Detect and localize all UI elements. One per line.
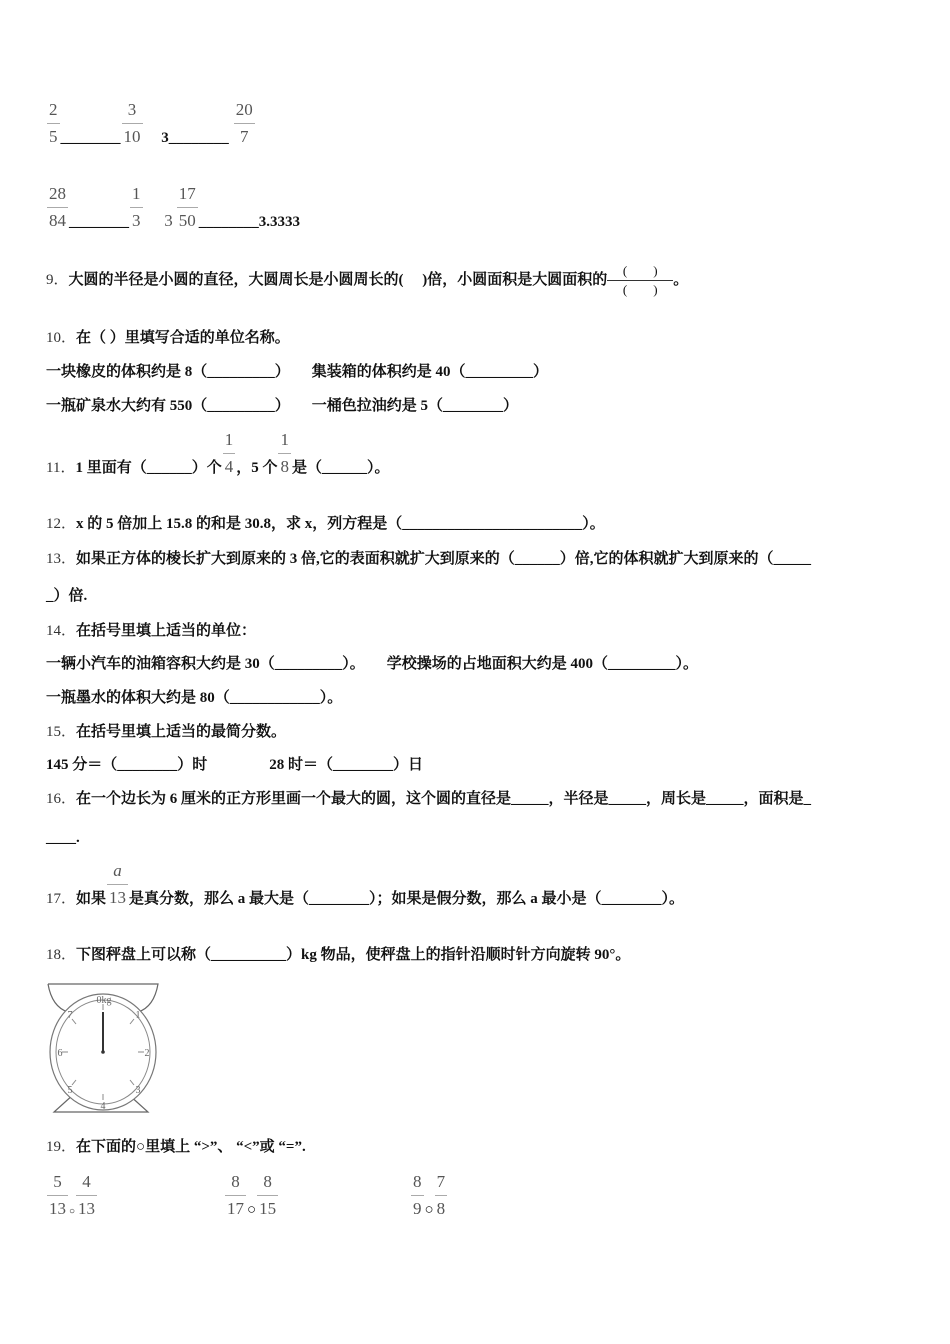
question-text: x 的 5 倍加上 15.8 的和是 30.8，求 x，列方程是（________________________）。 [76, 516, 605, 532]
fraction [107, 861, 128, 907]
dial-number: 6 [57, 1048, 63, 1059]
denominator: 8 [280, 457, 289, 476]
question-16 [46, 789, 811, 809]
question-text: 是（______）。 [291, 460, 390, 476]
fraction-bar [177, 207, 198, 208]
comparison-2 [224, 1172, 279, 1220]
question-13 [46, 549, 811, 569]
numerator: a [113, 861, 122, 880]
question-18 [46, 945, 630, 965]
item-text: 28 时＝（________）日 [269, 757, 424, 773]
numerator: 1 [224, 430, 234, 449]
fraction [76, 1172, 97, 1218]
dial-number: 3 [135, 1085, 141, 1096]
numerator: 1 [280, 430, 289, 449]
question-12 [46, 514, 605, 534]
question-text: 如果 [76, 891, 107, 907]
dial-number: 5 [67, 1085, 73, 1096]
compare-circle[interactable]: ○ [424, 1202, 434, 1218]
answer-blank[interactable]: ________ [198, 214, 259, 230]
fraction [223, 430, 236, 476]
fraction-bar [411, 1195, 424, 1196]
numerator: 7 [436, 1172, 446, 1191]
question-text: 在（ ）里填写合适的单位名称。 [76, 330, 290, 346]
question-number: 19． [46, 1139, 77, 1155]
item-text: 学校操场的占地面积大约是 400（_________）。 [386, 656, 699, 672]
fraction [47, 1172, 68, 1218]
question-19 [46, 1137, 306, 1157]
fraction-bar [47, 207, 68, 208]
denominator: 4 [224, 457, 234, 476]
denominator: 8 [436, 1199, 446, 1218]
question-number: 10． [46, 330, 77, 346]
numerator: 8 [231, 1172, 240, 1191]
q10-line2 [46, 396, 518, 416]
fraction [130, 184, 143, 230]
denominator: 3 [132, 211, 141, 230]
denominator: 13 [109, 888, 127, 907]
answer-blank[interactable]: ________ [168, 130, 229, 146]
question-number: 11． [46, 460, 76, 476]
question-text: _）倍. [46, 588, 88, 604]
fraction [411, 1172, 424, 1218]
q8-row1 [46, 100, 256, 148]
fraction [47, 100, 60, 146]
question-text: 在一个边长为 6 厘米的正方形里画一个最大的圆，这个圆的直径是_____，半径是_____，周长是_____，面积是_ [76, 791, 812, 807]
q15-line [46, 755, 423, 775]
item-text: 145 分＝（________）时 [46, 757, 208, 773]
mixed-number-whole: 3 [164, 211, 173, 230]
q8-row2 [46, 184, 300, 232]
question-text: 在括号里填上适当的单位： [76, 623, 257, 639]
numerator: 20 [235, 100, 253, 119]
fraction [47, 184, 68, 230]
question-number: 14． [46, 623, 77, 639]
question-13-cont [46, 586, 87, 606]
number-3: 3 [161, 130, 169, 146]
fraction-bar [130, 207, 143, 208]
denominator: 9 [413, 1199, 422, 1218]
question-text: 下图秤盘上可以称（__________）kg 物品，使秤盘上的指针沿顺时针方向旋转 90°。 [76, 947, 631, 963]
numerator: 3 [127, 100, 137, 119]
item-text: 一辆小汽车的油箱容积大约是 30（_________）。 [46, 656, 365, 672]
numerator: 28 [49, 184, 66, 203]
numerator: 1 [132, 184, 141, 203]
blank-fraction[interactable] [607, 264, 673, 297]
item-text: 一块橡皮的体积约是 8（_________） [46, 364, 290, 380]
question-text: 1 里面有（______）个 [75, 460, 222, 476]
weighing-scale-image [46, 982, 162, 1114]
question-number: 15． [46, 724, 77, 740]
question-number: 13． [46, 551, 77, 567]
item-text: 一瓶墨水的体积大约是 80（____________）。 [46, 690, 343, 706]
denominator: 7 [240, 127, 249, 146]
numerator: ( ) [622, 263, 658, 278]
question-text: 在下面的○里填上 “>”、 “<”或 “=”. [76, 1139, 306, 1155]
denominator: 13 [78, 1199, 96, 1218]
fraction-bar [225, 1195, 246, 1196]
dial-number: 2 [144, 1048, 150, 1059]
question-17 [46, 861, 684, 909]
question-text: 如果正方体的棱长扩大到原来的 3 倍,它的表面积就扩大到原来的（______）倍,它的体积就扩大到原来的（_____ [76, 551, 812, 567]
question-text: 在括号里填上适当的最简分数。 [76, 724, 287, 740]
dial-number: 4 [100, 1101, 106, 1112]
question-text: 是真分数，那么 a 最大是（________）；如果是假分数，那么 a 最小是（________）。 [129, 891, 685, 907]
denominator: 50 [178, 211, 196, 230]
fraction [225, 1172, 246, 1218]
fraction-bar [257, 1195, 278, 1196]
numerator: 4 [82, 1172, 91, 1191]
fraction-bar [107, 884, 128, 885]
fraction [435, 1172, 448, 1218]
denominator: 13 [49, 1199, 66, 1218]
denominator: ( ) [622, 282, 658, 297]
question-text: ，5 个 [236, 460, 278, 476]
denominator: 15 [259, 1199, 277, 1218]
fraction [177, 184, 198, 230]
question-number: 18． [46, 947, 77, 963]
item-text: 一瓶矿泉水大约有 550（_________） [46, 398, 290, 414]
question-9 [46, 264, 688, 297]
fraction-bar [47, 1195, 68, 1196]
fraction-bar [234, 123, 255, 124]
numerator: 5 [53, 1172, 62, 1191]
numerator: 17 [178, 184, 196, 203]
answer-blank[interactable]: ________ [69, 214, 129, 230]
question-15 [46, 722, 286, 742]
comparison-1 [46, 1172, 98, 1222]
denominator: 5 [49, 127, 58, 146]
question-11 [46, 430, 390, 478]
fraction [278, 430, 291, 476]
numerator: 2 [49, 100, 58, 119]
denominator: 10 [123, 127, 141, 146]
decimal-value: 3.3333 [258, 214, 300, 230]
q14-line2 [46, 688, 342, 708]
question-number: 9． [46, 272, 69, 288]
question-16-cont [46, 828, 80, 848]
numerator: 8 [263, 1172, 272, 1191]
compare-circle[interactable]: ○ [69, 1206, 76, 1217]
fraction-bar [435, 1195, 448, 1196]
fraction [257, 1172, 278, 1218]
numerator: 8 [413, 1172, 422, 1191]
question-text: 大圆的半径是小圆的直径，大圆周长是小圆周长的( )倍，小圆面积是大圆面积的 [68, 272, 608, 288]
question-14 [46, 621, 256, 641]
fraction-bar [223, 453, 236, 454]
dial-number: 7 [67, 1010, 73, 1021]
fraction [122, 100, 143, 146]
denominator: 84 [49, 211, 66, 230]
item-text: 集装箱的体积约是 40（_________） [311, 364, 549, 380]
q14-line1 [46, 654, 698, 674]
question-number: 12． [46, 516, 77, 532]
question-number: 17． [46, 891, 77, 907]
answer-blank[interactable]: ________ [60, 130, 121, 146]
item-text: 一桶色拉油约是 5（________） [311, 398, 519, 414]
fraction [234, 100, 255, 146]
fraction-bar [607, 280, 673, 281]
comparison-3 [410, 1172, 448, 1220]
denominator: 17 [227, 1199, 244, 1218]
fraction-bar [47, 123, 60, 124]
q10-line1 [46, 362, 548, 382]
scale-unit-label: 0kg [96, 995, 112, 1006]
compare-circle[interactable]: ○ [247, 1202, 257, 1218]
fraction-bar [122, 123, 143, 124]
question-10 [46, 328, 290, 348]
fraction-bar [278, 453, 291, 454]
dial-number: 1 [135, 1010, 141, 1021]
period: 。 [673, 272, 689, 288]
fraction-bar [76, 1195, 97, 1196]
question-number: 16． [46, 791, 77, 807]
question-text: ____. [46, 830, 80, 846]
